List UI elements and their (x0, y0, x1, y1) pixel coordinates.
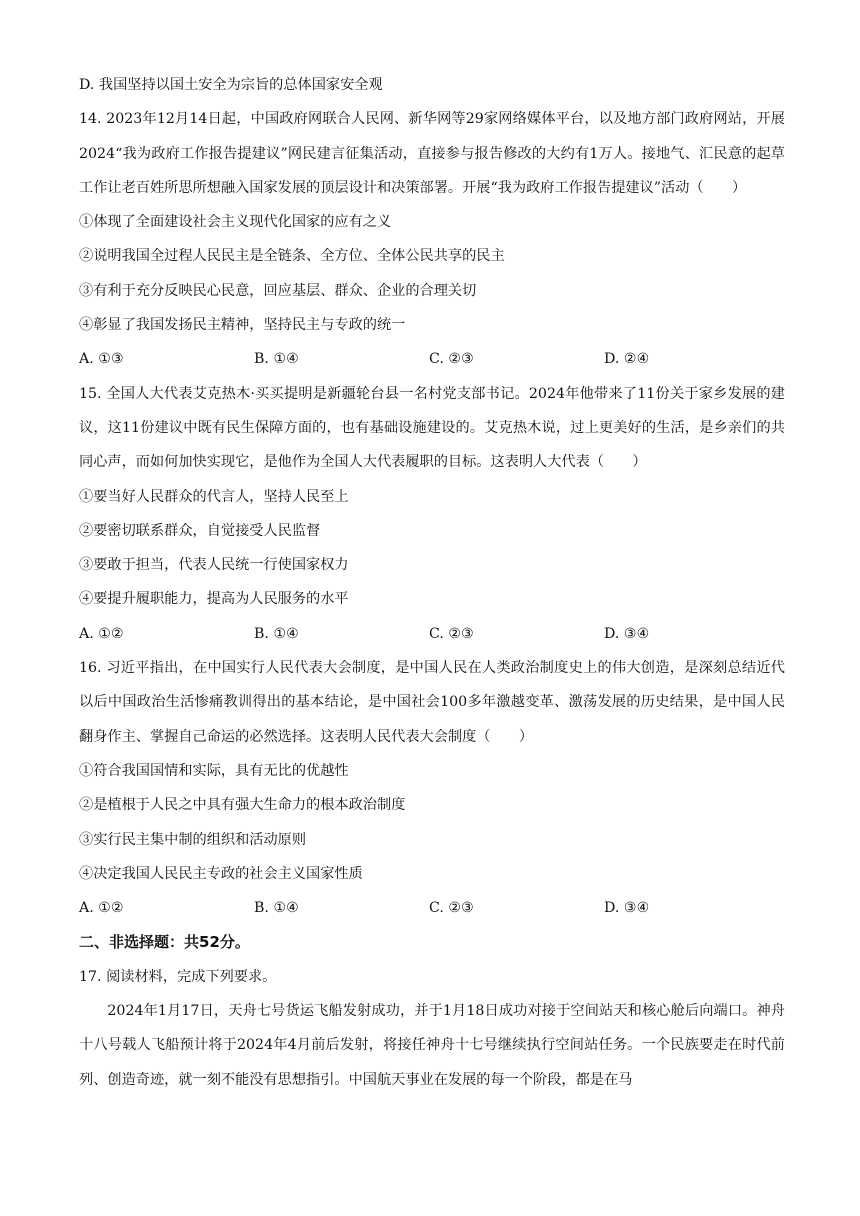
q16-options (79, 891, 785, 925)
section-heading: 二、非选择题：共52分。 (79, 933, 250, 952)
q16-option-d[interactable]: D. ③④ (604, 900, 650, 917)
q14-option-c[interactable]: C. ②③ (429, 351, 474, 368)
q17-material: 2024年1月17日，天舟七号货运飞船发射成功，并于1月18日成功对接于空间站天和核心舱后向端口。神舟十八号载人飞船预计将于2024年4月前后发射，将接任神舟十七号继续执行空间站任务。一个民族要走在时代前列、创造奇迹，就一刻不能没有思想指引。中国航天事业在发展的每一个阶段，都是在马 (79, 1003, 785, 1088)
q16-stem: 16. 习近平指出，在中国实行人民代表大会制度，是中国人民在人类政治制度史上的伟大创造，是深刻总结近代以后中国政治生活惨痛教训得出的基本结论，是中国社会100多年激越变革、激荡发展的历史结果，是中国人民翻身作主、掌握自己命运的必然选择。这表明人民代表大会制度（ ） (79, 660, 785, 745)
exam-page (79, 68, 785, 1097)
q14-item-4: ④彰显了我国发扬民主精神，坚持民主与专政的统一 (79, 317, 406, 334)
question-16 (79, 651, 785, 925)
q16-item-2: ②是植根于人民之中具有强大生命力的根本政治制度 (79, 797, 406, 814)
q16-item-1: ①符合我国国情和实际，具有无比的优越性 (79, 762, 349, 779)
q16-option-a[interactable]: A. ①② (79, 900, 124, 917)
q15-item-2: ②要密切联系群众，自觉接受人民监督 (79, 522, 321, 539)
q15-item-1: ①要当好人民群众的代言人，坚持人民至上 (79, 488, 349, 505)
question-17 (79, 960, 785, 1097)
q15-item-4: ④要提升履职能力，提高为人民服务的水平 (79, 591, 349, 608)
q16-option-c[interactable]: C. ②③ (429, 900, 474, 917)
question-15 (79, 377, 785, 651)
q14-options (79, 342, 785, 376)
q16-item-4: ④决定我国人民民主专政的社会主义国家性质 (79, 865, 363, 882)
q17-stem: 17. 阅读材料，完成下列要求。 (79, 968, 277, 985)
q14-option-d[interactable]: D. ②④ (604, 351, 650, 368)
q15-option-c[interactable]: C. ②③ (429, 625, 474, 642)
question-14 (79, 102, 785, 376)
q14-option-a[interactable]: A. ①③ (79, 351, 124, 368)
q15-stem: 15. 全国人大代表艾克热木·买买提明是新疆轮台县一名村党支部书记。2024年他带来了11份关于家乡发展的建议，这11份建议中既有民生保障方面的，也有基础设施建设的。艾克热木说，过上更美好的生活，是乡亲们的共同心声，而如何加快实现它，是他作为全国人大代表履职的目标。这表明人大代表（ ） (79, 385, 785, 471)
q16-option-b[interactable]: B. ①④ (254, 900, 299, 917)
q14-item-3: ③有利于充分反映民心民意，回应基层、群众、企业的合理关切 (79, 282, 477, 299)
q15-option-d[interactable]: D. ③④ (604, 625, 650, 642)
q14-stem: 14. 2023年12月14日起，中国政府网联合人民网、新华网等29家网络媒体平台，以及地方部门政府网站，开展2024“我为政府工作报告提建议”网民建言征集活动，直接参与报告修改的大约有1万人。接地气、汇民意的起草工作让老百姓所思所想融入国家发展的顶层设计和决策部署。开展“我为政府工作报告提建议”活动（ ） (79, 111, 785, 196)
q15-option-b[interactable]: B. ①④ (254, 625, 299, 642)
q15-options (79, 617, 785, 651)
q14-option-b[interactable]: B. ①④ (254, 351, 299, 368)
q15-option-a[interactable]: A. ①② (79, 625, 124, 642)
q16-item-3: ③实行民主集中制的组织和活动原则 (79, 831, 307, 848)
q14-item-2: ②说明我国全过程人民民主是全链条、全方位、全体公民共享的民主 (79, 248, 505, 265)
q13-option-d: D. 我国坚持以国土安全为宗旨的总体国家安全观 (79, 77, 383, 93)
q15-item-3: ③要敢于担当，代表人民统一行使国家权力 (79, 557, 349, 574)
q14-item-1: ①体现了全面建设社会主义现代化国家的应有之义 (79, 214, 392, 231)
